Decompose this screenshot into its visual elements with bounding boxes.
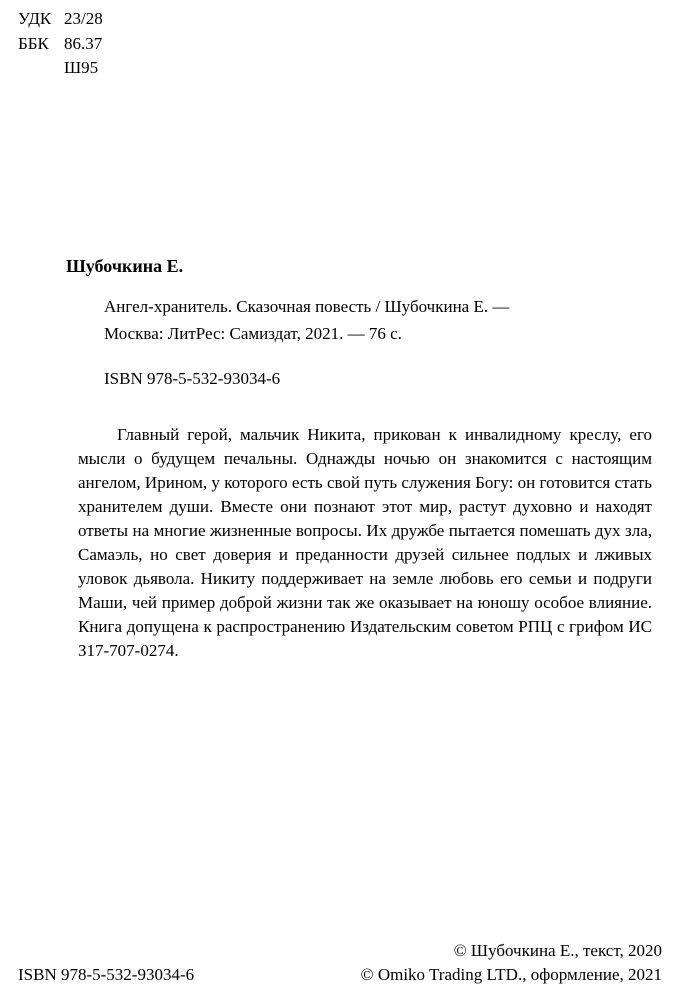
isbn-top: ISBN 978-5-532-93034-6 [104,369,281,388]
bibliographic-description [104,293,509,347]
footer-isbn: ISBN 978-5-532-93034-6 [18,965,195,984]
bbk-label: ББК [18,34,49,53]
udk-value: 23/28 [64,9,103,28]
udk-line [18,8,103,30]
bbk-line [18,33,102,55]
udk-label: УДК [18,9,52,28]
annotation-text: Главный герой, мальчик Никита, прикован к инвалидному креслу, его мысли о будущем печальны. Однажды ночью он знакомится с настоящим ангелом, Ирином, у которого есть свой путь служения Богу: он готовится стать хранителем души. Вместе они познают этот мир, растут духовно и находят ответы на многие жизненные вопросы. Их дружбе пытается помешать дух зла, Самаэль, но свет доверия и преданности друзей сильнее подлых и лживых уловок дьявола. Никиту поддерживает на земле любовь его семьи и подруги Маши, чей пример доброй жизни так же оказывает на юношу особое влияние. Книга допущена к распространению Издательским советом РПЦ с грифом ИС З17-707-0274. [78,425,652,660]
footer-copyright-text: © Шубочкина Е., текст, 2020 [453,941,662,960]
author-heading: Шубочкина Е. [66,256,184,276]
bbk-value: 86.37 [64,34,103,53]
bibliographic-line-2: Москва: ЛитРес: Самиздат, 2021. — 76 с. [104,324,402,343]
author-mark-line [64,57,98,79]
bibliographic-line-1: Ангел-хранитель. Сказочная повесть / Шубочкина Е. — [104,297,510,316]
footer-copyright-design: © Omiko Trading LTD., оформление, 2021 [360,965,662,984]
author-mark: Ш95 [64,58,99,77]
